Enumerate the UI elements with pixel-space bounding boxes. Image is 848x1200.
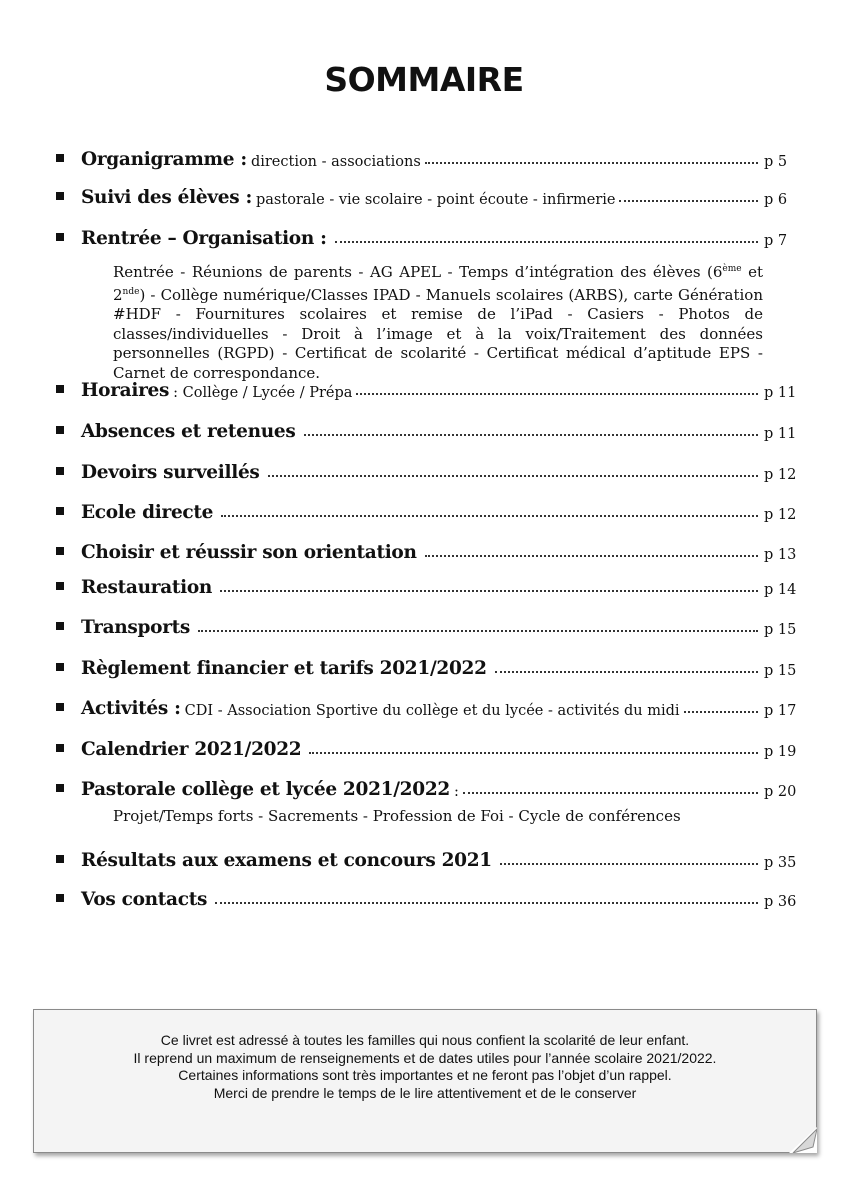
- toc-page-number: p 14: [764, 582, 797, 598]
- toc-page-number: p 7: [764, 233, 788, 249]
- toc-entry-contacts[interactable]: [56, 878, 796, 910]
- toc-entry-devoirs[interactable]: [56, 451, 796, 483]
- toc-entry-reglement[interactable]: [56, 647, 796, 679]
- page-curl-icon: [789, 1127, 817, 1153]
- toc-heading: Ecole directe: [81, 502, 214, 523]
- toc-page-number: p 6: [764, 192, 788, 208]
- toc-page-number: p 12: [764, 507, 797, 523]
- page-title: SOMMAIRE: [324, 60, 524, 99]
- dot-leader: [619, 200, 758, 202]
- bullet-icon: [56, 703, 64, 711]
- toc-page-number: p 13: [764, 547, 797, 563]
- superscript: ème: [722, 264, 742, 274]
- toc-page-number: p 11: [764, 385, 797, 401]
- toc-entry-organigramme[interactable]: [56, 138, 796, 170]
- toc-heading: Pastorale collège et lycée 2021/2022: [81, 779, 450, 800]
- toc-heading: Rentrée – Organisation :: [81, 228, 327, 249]
- toc-entry-restauration[interactable]: [56, 566, 796, 598]
- bullet-icon: [56, 192, 64, 200]
- toc-heading: Horaires: [81, 380, 170, 401]
- toc-heading: Absences et retenues: [81, 421, 296, 442]
- bullet-icon: [56, 744, 64, 752]
- dot-leader: [356, 393, 758, 395]
- info-note-box: [33, 1009, 817, 1153]
- toc-page-number: p 20: [764, 784, 797, 800]
- note-line: Certaines informations sont très importantes et ne feront pas l’objet d’un rappel.: [178, 1067, 672, 1083]
- pastorale-details: Projet/Temps forts - Sacrements - Profession de Foi - Cycle de conférences: [113, 807, 681, 825]
- dot-leader: [309, 752, 758, 754]
- dot-leader: [425, 162, 758, 164]
- toc-subtitle: direction - associations: [250, 154, 421, 170]
- bullet-icon: [56, 385, 64, 393]
- note-text: [34, 1032, 816, 1102]
- toc-heading: Restauration: [81, 577, 213, 598]
- toc-page-number: p 19: [764, 744, 797, 760]
- bullet-icon: [56, 622, 64, 630]
- toc-heading: Organigramme :: [81, 149, 247, 170]
- toc-subtitle: pastorale - vie scolaire - point écoute - infirmerie: [256, 192, 616, 208]
- rentree-details: [113, 260, 763, 383]
- toc-heading: Activités :: [81, 698, 181, 719]
- toc-entry-calendrier[interactable]: [56, 728, 796, 760]
- bullet-icon: [56, 233, 64, 241]
- dot-leader: [425, 555, 758, 557]
- toc-heading: Suivi des élèves :: [81, 187, 252, 208]
- toc-entry-ecole-directe[interactable]: [56, 491, 796, 523]
- bullet-icon: [56, 467, 64, 475]
- toc-entry-horaires[interactable]: [56, 369, 796, 401]
- dot-leader: [684, 711, 758, 713]
- superscript: nde: [122, 286, 140, 297]
- toc-subtitle: :: [453, 784, 459, 800]
- toc-entry-pastorale[interactable]: [56, 768, 796, 800]
- bullet-icon: [56, 426, 64, 434]
- bullet-icon: [56, 663, 64, 671]
- toc-heading: Calendrier 2021/2022: [81, 739, 302, 760]
- note-line: Merci de prendre le temps de le lire attentivement et de le conserver: [213, 1084, 637, 1101]
- dot-leader: [500, 863, 758, 865]
- toc-entry-absences[interactable]: [56, 410, 796, 442]
- dot-leader: [463, 792, 758, 794]
- rentree-details-text: et 2: [113, 263, 763, 304]
- toc-entry-resultats[interactable]: [56, 839, 796, 871]
- toc-heading: Vos contacts: [81, 889, 208, 910]
- dot-leader: [268, 475, 758, 477]
- toc-entry-activites[interactable]: [56, 687, 796, 719]
- toc-page-number: p 36: [764, 894, 797, 910]
- dot-leader: [495, 671, 758, 673]
- note-line: Ce livret est adressé à toutes les familles qui nous confient la scolarité de leur enfant.: [160, 1032, 690, 1048]
- toc-heading: Règlement financier et tarifs 2021/2022: [81, 658, 487, 679]
- dot-leader: [221, 515, 758, 517]
- toc-page-number: p 11: [764, 426, 797, 442]
- dot-leader: [198, 630, 758, 632]
- bullet-icon: [56, 894, 64, 902]
- toc-heading: Transports: [81, 617, 191, 638]
- toc-subtitle: : Collège / Lycée / Prépa: [173, 385, 353, 401]
- bullet-icon: [56, 784, 64, 792]
- toc-page-number: p 15: [764, 663, 797, 679]
- dot-leader: [220, 590, 758, 592]
- toc-entry-suivi-eleves[interactable]: [56, 176, 796, 208]
- bullet-icon: [56, 507, 64, 515]
- toc-page-number: p 17: [764, 703, 797, 719]
- toc-subtitle: CDI - Association Sportive du collège et du lycée - activités du midi: [184, 703, 680, 719]
- toc-heading: Devoirs surveillés: [81, 462, 260, 483]
- dot-leader: [335, 241, 758, 243]
- toc-entry-rentree[interactable]: [56, 217, 796, 249]
- dot-leader: [215, 902, 758, 904]
- bullet-icon: [56, 154, 64, 162]
- dot-leader: [304, 434, 759, 436]
- note-line: Il reprend un maximum de renseignements et de dates utiles pour l’année scolaire 2021/2022.: [133, 1049, 717, 1066]
- bullet-icon: [56, 582, 64, 590]
- toc-page-number: p 12: [764, 467, 797, 483]
- bullet-icon: [56, 547, 64, 555]
- toc-heading: Résultats aux examens et concours 2021: [81, 850, 492, 871]
- toc-page-number: p 15: [764, 622, 797, 638]
- toc-heading: Choisir et réussir son orientation: [81, 542, 417, 563]
- toc-entry-transports[interactable]: [56, 606, 796, 638]
- rentree-details-text: ) - Collège numérique/Classes IPAD - Manuels scolaires (ARBS), carte Génération #HDF - Fournitures scolaires et remise de l’iPad - Casiers - Photos de classes/individuelles - Droit à l’image et à la voix/Traitement des données personnelles (RGPD) - Certificat de scolarité - Certificat médical d’aptitude EPS - Carnet de correspondance.: [113, 285, 763, 382]
- toc-page-number: p 5: [764, 154, 788, 170]
- toc-entry-orientation[interactable]: [56, 531, 796, 563]
- bullet-icon: [56, 855, 64, 863]
- rentree-details-text: Rentrée - Réunions de parents - AG APEL - Temps d’intégration des élèves (6: [113, 263, 723, 281]
- toc-page-number: p 35: [764, 855, 797, 871]
